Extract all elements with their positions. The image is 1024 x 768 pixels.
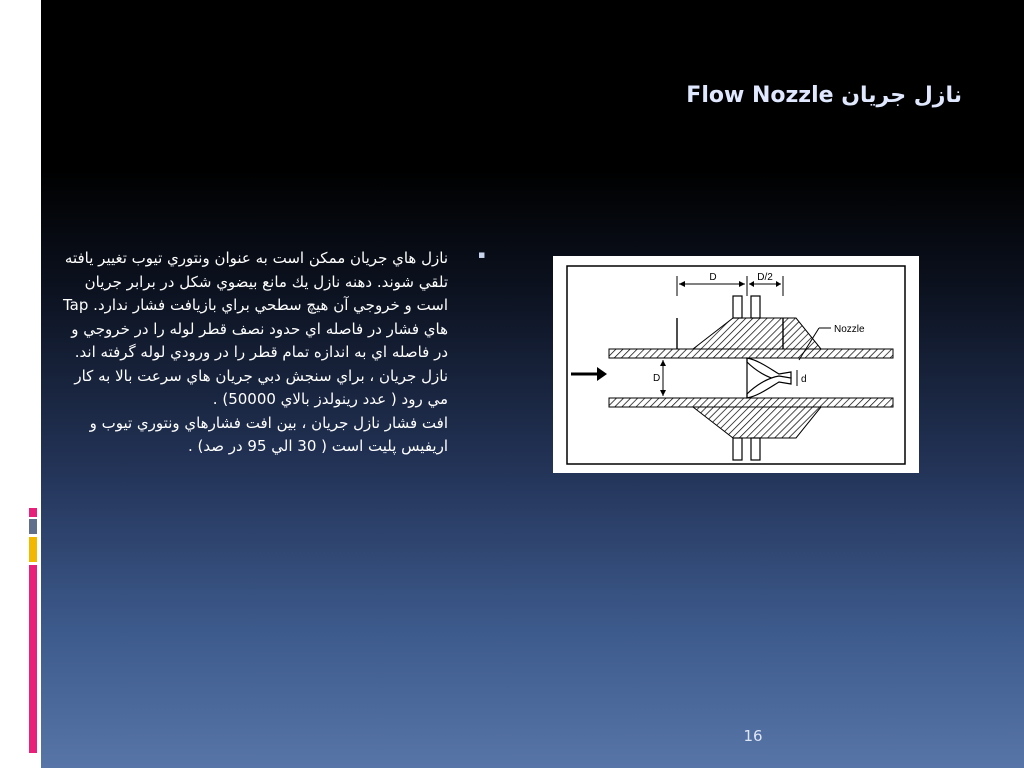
- stripe-top-pink: [29, 508, 37, 517]
- arrow-dh-left: [749, 281, 754, 287]
- bolt-bottom-left: [733, 438, 742, 460]
- label-nozzle: Nozzle: [834, 324, 865, 335]
- arrow-d-left: [679, 281, 685, 287]
- label-pipe-diameter: D: [653, 373, 661, 384]
- arrow-pd-bottom: [660, 390, 666, 396]
- stripe-gray: [29, 519, 37, 534]
- slide-number: 16: [743, 727, 763, 745]
- arrow-pd-top: [660, 360, 666, 366]
- flow-arrow-head: [597, 367, 607, 381]
- label-d-upstream: D: [709, 272, 717, 283]
- arrow-d-right: [739, 281, 745, 287]
- stripe-pink-long: [29, 565, 37, 753]
- flange-bottom: [693, 407, 821, 438]
- nozzle-diagram-svg: [553, 256, 919, 473]
- pipe-bottom-wall: [609, 398, 893, 407]
- body-paragraph-3: افت فشار نازل جريان ، بين افت فشارهاي ونتوري تيوب و اريفيس پليت است ( 30 الي 95 در صد) .: [89, 413, 448, 455]
- bolt-top-right: [751, 296, 760, 318]
- bolt-top-left: [733, 296, 742, 318]
- body-text: [60, 247, 448, 459]
- left-accent-strip: [0, 0, 41, 768]
- stripe-yellow: [29, 537, 37, 562]
- body-paragraph-2: نازل جريان ، براي سنجش دبي جريان هاي سرعت بالا به كار مي رود ( عدد رينولدز بالاي 50000) .: [74, 366, 448, 408]
- flange-top: [693, 318, 821, 349]
- bolt-bottom-right: [751, 438, 760, 460]
- label-d-half: D/2: [757, 272, 773, 283]
- nozzle-bottom: [747, 376, 791, 398]
- arrow-dh-right: [776, 281, 781, 287]
- pipe-top-wall: [609, 349, 893, 358]
- body-paragraph-1: نازل هاي جريان ممكن است به عنوان ونتوري تيوب تغيير يافته تلقي شوند. دهنه نازل يك مانع بيضوي شكل در برابر جريان است و خروجي آن هيچ سطحي براي بازيافت فشار ندارد. Tap هاي فشار در فاصله اي حدود نصف قطر لوله را در خروجي و در فاصله اي به اندازه تمام قطر را در ورودي لوله گرفته اند.: [63, 249, 448, 361]
- flow-nozzle-diagram: [553, 256, 919, 473]
- slide-title: نازل جريان Flow Nozzle: [686, 83, 962, 108]
- label-throat: d: [801, 374, 807, 385]
- bullet-icon: ▪: [478, 248, 486, 261]
